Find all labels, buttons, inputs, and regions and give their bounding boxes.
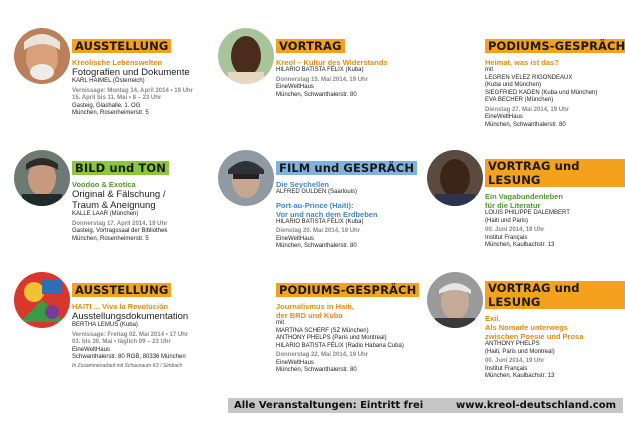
- event-card-lesung-1: [427, 150, 625, 270]
- event-location: Gasteig, Vortragssaal der Bibliothek: [72, 228, 168, 234]
- event-person: ANTHONY PHELPS: [485, 341, 540, 347]
- event-date: 00. Juni 2014, 19 Uhr: [485, 358, 545, 364]
- event-location: EineWeltHaus: [72, 346, 110, 353]
- event-address: München, Rosenheimerstr. 5: [72, 235, 149, 242]
- event-date: Donnerstag 15. Mai 2014, 19 Uhr: [276, 76, 369, 83]
- event-type-badge: PODIUMS-GESPRÄCH: [485, 39, 625, 53]
- event-type-badge: BILD und TON: [72, 161, 169, 175]
- event-card-film: [218, 150, 423, 270]
- event-type-badge: VORTRAG: [276, 39, 345, 53]
- event-type-badge: VORTRAG und LESUNG: [485, 281, 625, 309]
- event-address: München, Schwanthalerstr. 80: [276, 243, 357, 249]
- event-type-badge: AUSSTELLUNG: [72, 283, 171, 297]
- event-title: Kreolische Lebenswelten: [72, 58, 163, 67]
- event-address: München, Kaulbachstr. 13: [485, 373, 555, 379]
- event-person: KALLE LAAR (München): [72, 211, 139, 217]
- event-card-podium-2: [218, 272, 423, 392]
- event-title: Ein Vagabundenleben: [485, 192, 563, 201]
- event-date: Vernissage: Freitag 02. Mai 2014 • 17 Uhr: [72, 331, 189, 338]
- event-card-ausstellung-2: [14, 272, 219, 392]
- event-subtitle-2: Traum & Aneignung: [72, 200, 156, 211]
- panelist: SIEGFRIED KADEN (Kuba und München): [485, 89, 598, 96]
- panelist: LEGREN VELEZ RIGONDEAUX: [485, 74, 573, 81]
- event-title: Voodoo & Exotica: [72, 180, 136, 189]
- event-date: Vernissage: Montag 14. April 2014 • 19 Uhr: [72, 87, 193, 94]
- panelist: ANTHONY PHELPS (Paris und Montreal): [276, 335, 387, 341]
- event-title: Journalismus in Haiti,: [276, 302, 354, 311]
- event-title: Heimat, was ist das?: [485, 58, 559, 67]
- portrait-photo: [14, 28, 70, 84]
- event-card-bild-ton: [14, 150, 219, 270]
- event-title: HAITI ... Viva la Revolución: [72, 302, 169, 311]
- poster-image: [14, 272, 70, 328]
- website-link[interactable]: www.kreol-deutschland.com: [456, 400, 616, 411]
- event-date: Donnerstag 17. April 2014, 19 Uhr: [72, 220, 168, 227]
- portrait-photo: [218, 150, 274, 206]
- event-title: Exil.: [485, 314, 501, 323]
- event-date-range: 03. bis 30. Mai • täglich 09 – 23 Uhr: [72, 339, 171, 345]
- panelist: MARTINA SCHERF (SZ München): [276, 327, 369, 334]
- event-location: EineWeltHaus: [276, 359, 314, 366]
- event-address: Schwanthalerstr. 80 RGB, 80336 München: [72, 354, 186, 360]
- panelist: HILARIO BATISTA FÉLIX (Radio Habana Cuba): [276, 342, 404, 349]
- event-title-3: zwischen Poesie und Prosa: [485, 332, 584, 341]
- event-person: LOUIS PHILIPPE DALEMBERT: [485, 210, 570, 216]
- event-type-badge: VORTRAG und LESUNG: [485, 159, 625, 187]
- free-entry-text: Alle Veranstaltungen: Eintritt frei: [234, 400, 424, 411]
- event-card-podium-1: [427, 28, 625, 148]
- event-address: München, Schwanthalerstr. 80: [276, 91, 357, 98]
- event-title-2: für die Literatur: [485, 201, 541, 210]
- event-person-2: (Haiti, Paris und Montreal): [485, 348, 555, 355]
- event-location: EineWeltHaus: [276, 235, 314, 242]
- panelist: EVA BECHER (München): [485, 97, 554, 103]
- with-label: mit: [485, 67, 493, 73]
- event-subtitle: Ausstellungsdokumentation: [72, 311, 189, 322]
- event-date: Dienstag 20. Mai 2014, 19 Uhr: [276, 228, 361, 234]
- event-type-badge: AUSSTELLUNG: [72, 39, 171, 53]
- event-person: ALFRED GULDEN (Saarlouis): [276, 189, 358, 195]
- event-location: Gasteig, Glashalle, 1. OG: [72, 102, 141, 109]
- event-person: BERTHA LEMUS (Kuba): [72, 322, 138, 328]
- with-label: mit: [276, 320, 284, 326]
- event-date: 00. Juni 2014, 19 Uhr: [485, 227, 545, 233]
- event-address: München, Kaulbachstr. 13: [485, 242, 555, 248]
- portrait-photo: [427, 272, 483, 328]
- event-title-2: Port-au-Prince (Haiti):: [276, 200, 354, 210]
- event-card-ausstellung-1: [14, 28, 219, 148]
- event-address: München, Schwanthalerstr. 80: [485, 121, 566, 128]
- event-card-lesung-2: [427, 272, 625, 392]
- event-title-2: Als Nomade unterwegs: [485, 323, 568, 332]
- panelist: (Kuba und München): [485, 82, 542, 88]
- event-title: Kreol – Kultur des Widerstands: [276, 58, 388, 67]
- event-person-2: (Haiti und Paris): [485, 217, 529, 224]
- event-card-vortrag: [218, 28, 423, 148]
- cooperation-note: In Zusammenarbeit mit Schaunaum K3 / Simbach: [72, 362, 183, 369]
- event-type-badge: PODIUMS-GESPRÄCH: [276, 283, 419, 297]
- portrait-photo: [427, 150, 483, 206]
- event-location: EineWeltHaus: [276, 84, 314, 90]
- event-date: Donnerstag 22. Mai 2014, 19 Uhr: [276, 352, 369, 358]
- event-person: KARL HAIMEL (Österreich): [72, 78, 145, 84]
- event-person-2: HILARIO BATISTA FÉLIX (Kuba): [276, 218, 364, 225]
- event-type-badge: FILM und GESPRÄCH: [276, 161, 417, 175]
- footer-bar: [228, 398, 623, 413]
- event-title-2: der BRD und Kuba: [276, 311, 343, 320]
- event-subtitle: Original & Fälschung /: [72, 189, 166, 200]
- event-location: Institut Français: [485, 365, 528, 372]
- event-person: HILARIO BATISTA FÉLIX (Kuba): [276, 67, 364, 73]
- portrait-photo: [14, 150, 70, 206]
- event-date-range: 15. April bis 11. Mai • 8 – 23 Uhr: [72, 95, 162, 101]
- event-date: Dienstag 27. Mai 2014, 19 Uhr: [485, 106, 570, 113]
- event-subtitle: Fotografien und Dokumente: [72, 67, 190, 78]
- event-location: EineWeltHaus: [485, 114, 523, 120]
- event-location: Institut Français: [485, 234, 528, 241]
- portrait-photo: [218, 28, 274, 84]
- event-address: München, Rosenheimerstr. 5: [72, 110, 149, 116]
- event-address: München, Schwanthalerstr. 80: [276, 367, 357, 373]
- event-title: Die Seychellen: [276, 180, 329, 189]
- event-title-3: Vor und nach dem Erdbeben: [276, 209, 378, 219]
